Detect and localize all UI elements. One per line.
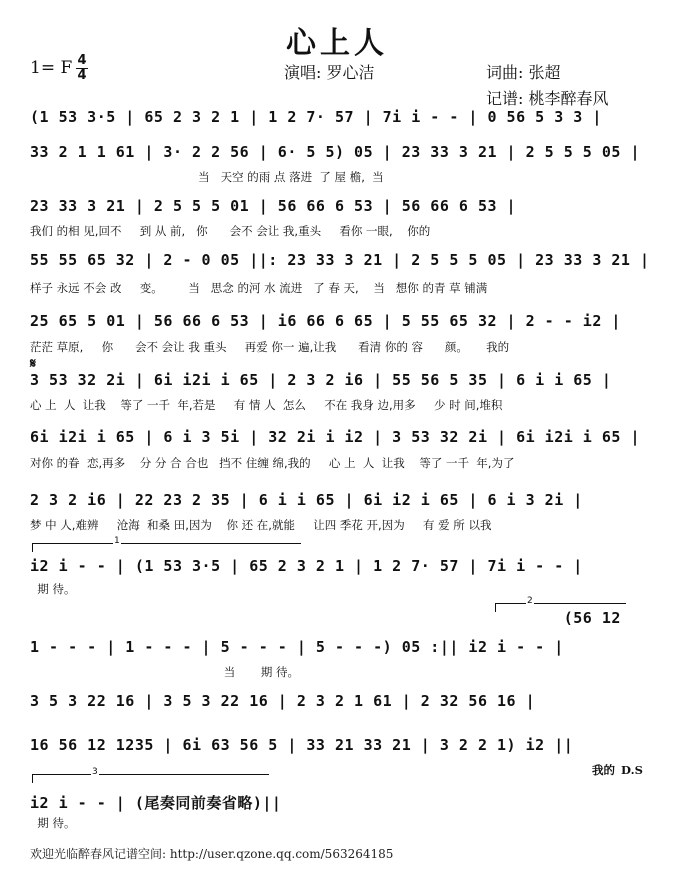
lyric-row: 对你 的眷 恋,再多 分 分 合 合也 挡不 住缠 绵,我的 心 上 人 让我 等了 一千 年,为了: [30, 456, 515, 470]
notation-row: 55 55 65 32 | 2 - 0 05 ||: 23 33 3 21 | 2 5 5 5 05 | 23 33 3 21 |: [30, 251, 650, 269]
notation-row: 6i i2i i 65 | 6 i 3 5i | 32 2i i i2 | 3 53 32 2i | 6i i2i i 65 |: [30, 428, 640, 446]
notation-row: 2 3 2 i6 | 22 23 2 35 | 6 i i 65 | 6i i2 i 65 | 6 i 3 2i |: [30, 491, 583, 509]
notation-row: 25 65 5 01 | 56 66 6 53 | i6 66 6 65 | 5 55 65 32 | 2 - - i2 |: [30, 312, 621, 330]
volta-bracket-1: [32, 536, 301, 552]
lyric-row: 茫茫 草原, 你 会不 会让 我 重头 再爱 你一 遍,让我 看清 你的 容 颜。 我的: [30, 340, 510, 354]
notation-row: 3 53 32 2i | 6i i2i i 65 | 2 3 2 i6 | 55 56 5 35 | 6 i i 65 |: [30, 371, 612, 389]
notation-row: i2 i - - | (尾奏同前奏省略)||: [30, 794, 282, 812]
time-signature: [76, 55, 88, 82]
composer-credit: 词曲: 张超: [486, 63, 561, 82]
volta-number: 1: [114, 536, 120, 546]
notation-row: 33 2 1 1 61 | 3· 2 2 56 | 6· 5 5) 05 | 23 33 3 21 | 2 5 5 5 05 |: [30, 143, 640, 161]
lyric-row: 当 期 待。: [30, 665, 299, 679]
lyric-row: 当 天空 的雨 点 落进 了 屋 檐, 当: [30, 170, 384, 184]
volta-number: 2: [527, 596, 533, 606]
ds-instruction: [592, 762, 643, 778]
notation-row: 23 33 3 21 | 2 5 5 5 01 | 56 66 6 53 | 56 66 6 53 |: [30, 197, 517, 215]
lyric-row: 期 待。: [30, 816, 76, 830]
footer-link-text: 欢迎光临醉春风记谱空间: http://user.qzone.qq.com/563264185: [30, 847, 394, 861]
lyric-row: 样子 永远 不会 改 变。 当 思念 的河 水 流进 了 春 天, 当 想你 的青 草 铺满: [30, 281, 488, 295]
ds-lyric: 我的: [592, 763, 615, 777]
singer-credit: 演唱: 罗心洁: [284, 63, 375, 82]
notation-row: 3 5 3 22 16 | 3 5 3 22 16 | 2 3 2 1 61 | 2 32 56 16 |: [30, 692, 536, 710]
volta-bracket-3: [32, 767, 269, 783]
key-signature: 1= F: [30, 58, 73, 78]
lyric-row: 梦 中 人,难辨 沧海 和桑 田,因为 你 还 在,就能 让四 季花 开,因为 有 爱 所 以我: [30, 518, 492, 532]
recorder-credit: 记谱: 桃李醉春风: [486, 89, 609, 108]
notation-row: 1 - - - | 1 - - - | 5 - - - | 5 - - -) 05 :|| i2 i - - |: [30, 638, 564, 656]
notation-row: 16 56 12 1235 | 6i 63 56 5 | 33 21 33 21 | 3 2 2 1) i2 ||: [30, 736, 574, 754]
time-bottom: 4: [77, 68, 87, 83]
lyric-row: 心 上 人 让我 等了 一千 年,若是 有 情 人 怎么 不在 我身 边,用多 少 时 间,堆积: [30, 398, 503, 412]
notation-row: i2 i - - | (1 53 3·5 | 65 2 3 2 1 | 1 2 7· 57 | 7i i - - |: [30, 557, 583, 575]
volta-number: 3: [92, 767, 98, 777]
song-title: 心上人: [286, 26, 388, 61]
segno-sign: 𝄋: [30, 356, 37, 372]
time-top: 4: [77, 53, 87, 68]
ds-mark: D.S: [621, 763, 643, 777]
lyric-row: 我们 的相 见,回不 到 从 前, 你 会不 会让 我,重头 看你 一眼, 你的: [30, 224, 431, 238]
notation-row: (56 12: [30, 609, 621, 627]
notation-row: (1 53 3·5 | 65 2 3 2 1 | 1 2 7· 57 | 7i i - - | 0 56 5 3 3 |: [30, 108, 602, 126]
lyric-row: 期 待。: [30, 582, 76, 596]
